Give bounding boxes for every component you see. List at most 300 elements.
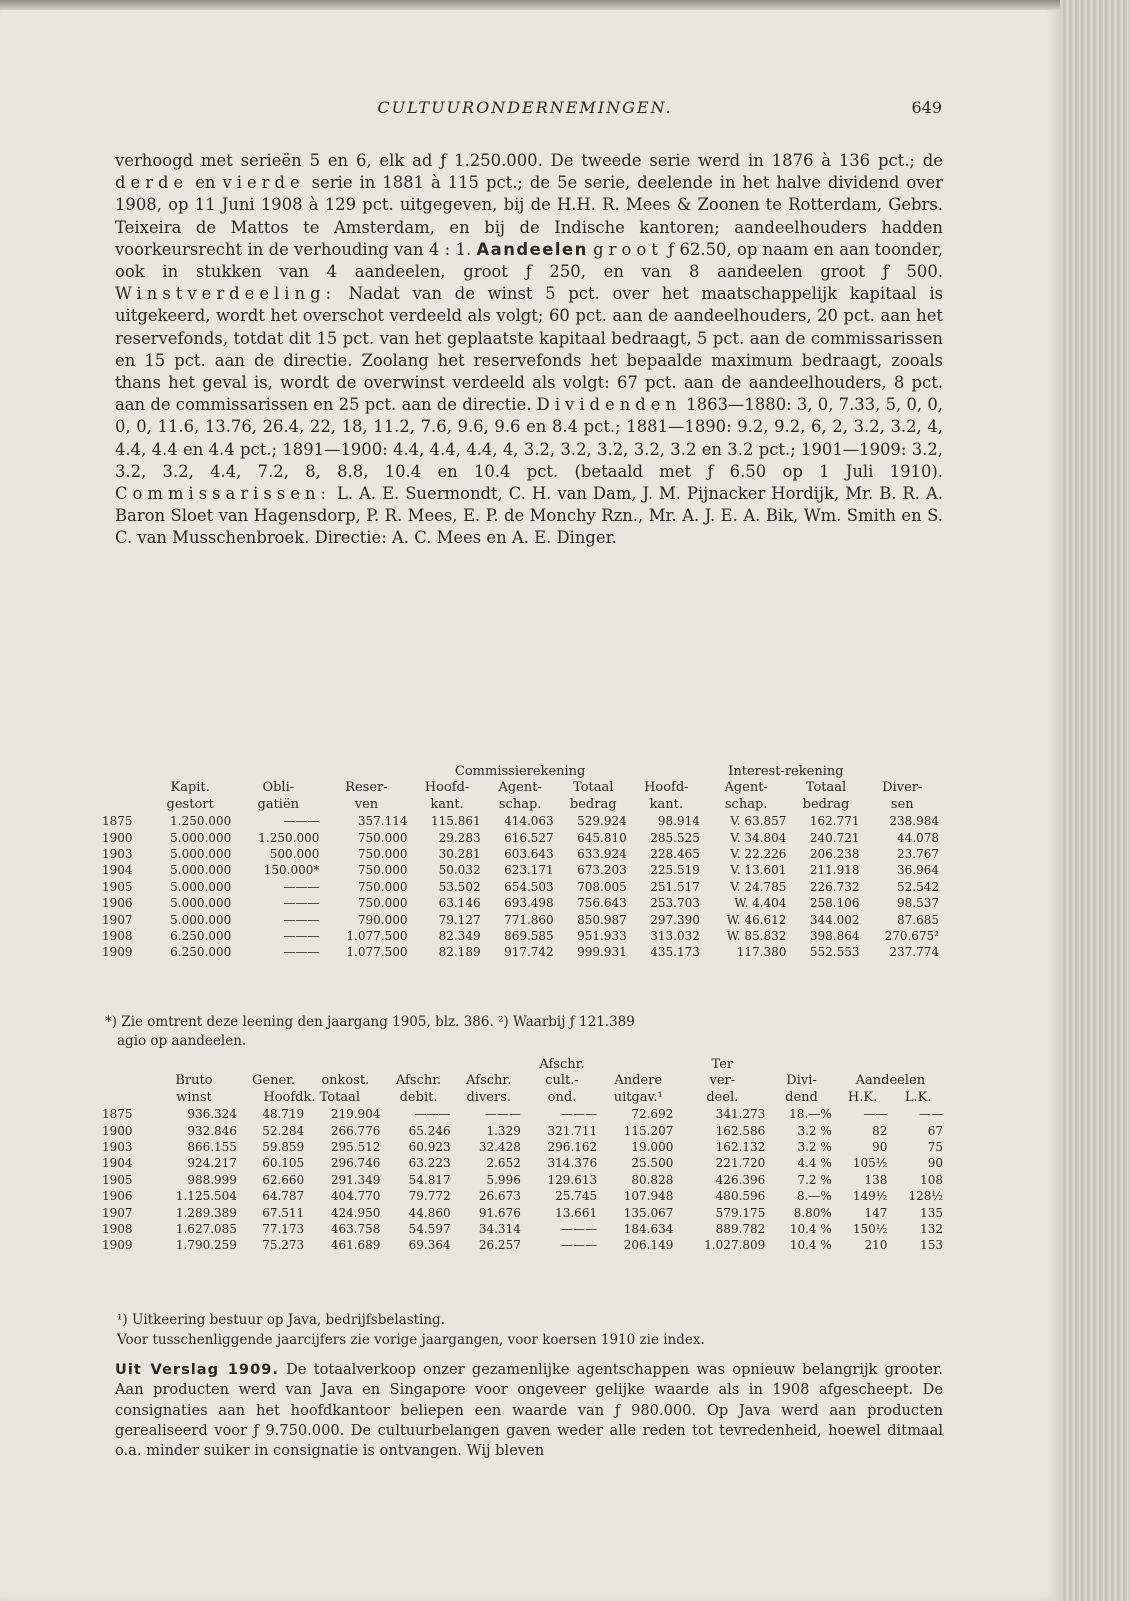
table-cell: 135 — [920, 1205, 943, 1220]
table-cell: 105½ — [852, 1156, 888, 1171]
table-cell: ——— — [283, 912, 320, 927]
table-cell: 65.246 — [408, 1123, 451, 1138]
table-cell: schap. — [498, 796, 542, 812]
table-row — [102, 1123, 946, 1139]
table-cell: 67.511 — [262, 1205, 305, 1220]
table-cell: 1907 — [102, 1205, 133, 1220]
table-cell: 75 — [927, 1140, 943, 1155]
table-header-cell: L.K. — [904, 1089, 932, 1105]
text-run: ƒ 62.50, op naam en aan toonder, ook in stukken van 4 aandeelen, groot ƒ 250, en van 8 aandeelen groot ƒ 500. — [115, 239, 943, 282]
table-cell: 1905 — [102, 1172, 133, 1187]
table-cell: ——— — [283, 929, 320, 944]
table-cell: 75.273 — [262, 1238, 305, 1253]
table-cell: 60.105 — [262, 1156, 305, 1171]
table-cell: ——— — [484, 1107, 521, 1122]
table-cell: —— — [863, 1107, 888, 1122]
table-cell: Agent- — [498, 780, 542, 796]
table-cell: gatiën — [257, 796, 300, 812]
table-cell: 108 — [920, 1172, 943, 1187]
table-cell: 59.859 — [262, 1140, 305, 1155]
table-cell: 8.80% — [793, 1205, 832, 1220]
table-cell: 36.964 — [897, 863, 939, 878]
table-cell: ——— — [561, 1107, 598, 1122]
table-cell: 1908 — [102, 929, 133, 944]
table-cell: 932.846 — [187, 1123, 237, 1138]
table-header-cell: winst — [176, 1089, 212, 1105]
table-header-cell — [102, 1090, 148, 1106]
table-header-row — [102, 797, 942, 813]
table-header-cell: cult.- — [545, 1073, 579, 1089]
table-cell: 988.999 — [187, 1172, 237, 1187]
table-cell: 1.077.500 — [346, 945, 408, 960]
table2-footnote: ¹) Uitkeering bestuur op Java, bedrijfsbelasting. — [117, 1312, 445, 1328]
spaced-word: Winstverdeeling: — [115, 284, 337, 304]
table-header-cell: Divi- — [786, 1073, 817, 1089]
table-cell: 251.517 — [650, 879, 700, 894]
table-cell: V. 22.226 — [730, 847, 787, 862]
table-cell: 228.465 — [650, 847, 700, 862]
table-cell: 162.771 — [809, 814, 860, 829]
table-cell: 210 — [864, 1238, 888, 1253]
table-cell: 44.860 — [408, 1205, 451, 1220]
table-cell: 1.077.500 — [346, 929, 408, 944]
table-cell: 1.627.085 — [175, 1222, 237, 1237]
table-cell: 296.162 — [547, 1140, 598, 1155]
table-cell: 344.002 — [809, 912, 860, 927]
table-cell: 850.987 — [577, 912, 627, 927]
table-header-row — [102, 780, 942, 796]
table-cell: 1.790.259 — [175, 1238, 237, 1253]
table2-note: Voor tusschenliggende jaarcijfers zie vorige jaargangen, voor koersen 1910 zie index. — [117, 1332, 705, 1348]
table-cell: 6.250.000 — [170, 929, 232, 944]
table-cell: 80.828 — [631, 1172, 674, 1187]
table-cell: 750.000 — [357, 863, 408, 878]
table-cell: Obli- — [262, 780, 295, 796]
table-header-cell: debit. — [399, 1089, 438, 1105]
table-cell: Reser- — [345, 780, 388, 796]
table-header-cell: Andere — [614, 1073, 663, 1089]
table-cell: 1.250.000 — [258, 830, 320, 845]
table-header-cell: Afschr. — [395, 1073, 442, 1089]
table-header-row — [102, 1073, 946, 1089]
text-run: L. A. E. Suermondt, C. H. van Dam, J. M. Pijnacker Hordijk, Mr. B. R. A. Baron Sloet van Hagensdorp, P. R. Mees, E. P. de Monchy Rzn., Mr. A. J. E. A. Bik, Wm. Smith en S. C. van Musschenbroek. Directie: A. C. Mees en A. E. Dinger. — [115, 484, 943, 548]
table-cell: 1904 — [102, 863, 133, 878]
winst-table — [102, 1057, 946, 1254]
text-run: en — [188, 173, 223, 193]
table-cell: 1903 — [102, 1140, 133, 1155]
table-cell: 132 — [920, 1222, 943, 1237]
table-cell: 266.776 — [330, 1123, 381, 1138]
table-cell: 463.758 — [330, 1222, 381, 1237]
table-cell: 357.114 — [357, 814, 408, 829]
table-cell: Totaal — [805, 780, 847, 796]
table-cell: Agent- — [724, 780, 768, 796]
table-cell: 87.685 — [897, 912, 939, 927]
table-cell: 150½ — [852, 1222, 888, 1237]
table-cell: ven — [354, 796, 379, 812]
table-cell: 98.914 — [657, 814, 700, 829]
table-cell: Totaal — [573, 780, 614, 796]
table-cell: 54.817 — [408, 1172, 451, 1187]
table-cell: 3.2 % — [797, 1123, 832, 1138]
table-cell: W. 46.612 — [726, 912, 787, 927]
table-cell: V. 63.857 — [730, 814, 787, 829]
table-cell: 79.127 — [438, 912, 481, 927]
table-cell: 5.000.000 — [170, 863, 232, 878]
table-cell: 219.904 — [330, 1107, 381, 1122]
table-cell: 1900 — [102, 1123, 133, 1138]
table-cell: 5.000.000 — [170, 847, 232, 862]
table-cell: Kapit. — [170, 780, 210, 796]
table-cell: 52.542 — [897, 879, 939, 894]
table-cell: kant. — [649, 796, 683, 812]
table-header-cell — [600, 1057, 676, 1073]
table-cell: 128½ — [908, 1189, 943, 1204]
table-cell: 26.257 — [478, 1238, 521, 1253]
table-cell: 10.4 % — [789, 1222, 832, 1237]
table-header-cell: Gener. — [252, 1073, 296, 1089]
spaced-word: Dividenden — [536, 395, 682, 415]
table-cell: 44.078 — [897, 830, 939, 845]
table-cell: Hoofd- — [644, 780, 689, 796]
table-row — [102, 912, 942, 928]
table-cell: 72.692 — [631, 1107, 674, 1122]
table-cell: 866.155 — [187, 1140, 237, 1155]
table-cell: 77.173 — [262, 1222, 305, 1237]
table-cell: 1906 — [102, 1189, 133, 1204]
table-cell: ——— — [283, 814, 320, 829]
table-row — [102, 928, 942, 944]
table-cell: 63.146 — [438, 896, 481, 911]
table-cell: 1905 — [102, 879, 133, 894]
table-row — [102, 1106, 946, 1122]
table-cell: 5.000.000 — [170, 830, 232, 845]
table-cell: 90 — [927, 1156, 943, 1171]
table-cell: 693.498 — [504, 896, 554, 911]
table-header-cell — [102, 1073, 148, 1089]
table-cell: 654.503 — [504, 879, 554, 894]
table-cell: 623.171 — [504, 863, 554, 878]
table-cell: 62.660 — [262, 1172, 305, 1187]
table-header-cell: deel. — [706, 1089, 739, 1105]
table-cell: 645.810 — [577, 830, 627, 845]
table-cell: 869.585 — [504, 929, 554, 944]
table-cell: 750.000 — [357, 847, 408, 862]
table-cell: 1906 — [102, 896, 133, 911]
table-cell: ——— — [561, 1222, 598, 1237]
table-row — [102, 879, 942, 895]
table-cell: 1.289.389 — [175, 1205, 237, 1220]
table-cell: 924.217 — [187, 1156, 237, 1171]
table-cell: 53.502 — [438, 879, 481, 894]
table-row — [102, 1155, 946, 1171]
table-cell: 1909 — [102, 945, 133, 960]
table-header-cell: divers. — [466, 1089, 512, 1105]
table-cell: 117.380 — [736, 945, 787, 960]
table-cell: 238.984 — [889, 814, 939, 829]
table-cell: 750.000 — [357, 830, 408, 845]
table-row — [102, 830, 942, 846]
table-cell: V. 24.785 — [730, 879, 787, 894]
spaced-word: derde — [115, 173, 189, 193]
spaced-word: groot — [593, 239, 663, 259]
table-cell: kant. — [430, 796, 464, 812]
table-cell: 1875 — [102, 814, 133, 829]
table-cell: 26.673 — [478, 1189, 521, 1204]
running-header — [112, 98, 942, 124]
table-cell: ——— — [414, 1107, 451, 1122]
verslag-paragraph — [115, 1360, 943, 1461]
table-cell: 291.349 — [330, 1172, 381, 1187]
table-cell: 5.000.000 — [170, 912, 232, 927]
table-row — [102, 813, 942, 829]
table-cell: 34.314 — [478, 1222, 521, 1237]
table-header-cell: ver- — [709, 1073, 736, 1089]
table-cell: 756.643 — [577, 896, 627, 911]
table-cell: 414.063 — [504, 814, 554, 829]
group-header-interestrekening: Interest-rekening — [728, 764, 844, 779]
table-cell: 426.396 — [715, 1172, 766, 1187]
table-cell: 29.283 — [438, 830, 481, 845]
text-run: verhoogd met serieën 5 en 6, elk ad ƒ 1.250.000. De tweede serie werd in 1876 à 136 pct.; de — [115, 151, 943, 170]
table-cell: 64.787 — [262, 1189, 305, 1204]
table-cell: Diver- — [882, 780, 923, 796]
table-cell: V. 34.804 — [730, 830, 787, 845]
table-header-row — [102, 1057, 946, 1073]
table-cell: sen — [890, 796, 914, 812]
table-cell: 1.125.504 — [175, 1189, 237, 1204]
table-header-cell: Ter — [711, 1057, 734, 1072]
table-cell: 115.207 — [623, 1123, 674, 1138]
page-number: 649 — [911, 98, 942, 117]
table-cell: 60.923 — [408, 1140, 451, 1155]
table-cell: 889.782 — [715, 1222, 766, 1237]
table-header-cell: Afschr. — [466, 1073, 512, 1089]
table-header-row — [102, 1090, 946, 1106]
table-cell: 149½ — [852, 1189, 888, 1204]
table-cell: 313.032 — [650, 929, 700, 944]
table-row — [102, 1188, 946, 1204]
table-cell: 50.032 — [438, 863, 481, 878]
table-cell: 500.000 — [269, 847, 320, 862]
table-cell: 1907 — [102, 912, 133, 927]
table-cell: 25.745 — [555, 1189, 598, 1204]
table-cell: 63.223 — [408, 1156, 451, 1171]
table-cell: 5.000.000 — [170, 879, 232, 894]
table-cell: 480.596 — [715, 1189, 766, 1204]
table-cell: 147 — [864, 1205, 888, 1220]
table-row — [102, 944, 942, 960]
table-cell: ——— — [283, 896, 320, 911]
table-cell: 404.770 — [330, 1189, 381, 1204]
table-header-cell — [768, 1057, 946, 1073]
group-header-commissierekening: Commissierekening — [454, 764, 586, 779]
table-header-cell: onkost. — [321, 1073, 370, 1089]
book-page-edges — [1060, 0, 1130, 1601]
table-header-cell: ond. — [547, 1089, 577, 1105]
text-run: 1863—1880: 3, 0, 7.33, 5, 0, 0, 0, 0, 11.6, 13.76, 26.4, 22, 18, 11.2, 7.6, 9.6, 9.6 en 8.4 pct.; 1881—1890: 9.2, 9.2, 6, 2, 3.2, 3.2, 4, 4.4, 4.4 en 4.4 pct.; 1891—1900: 4.4, 4.4, 4.4, 4, 3.2, 3.2, 3.2, 3.2, 3.2 en 3.2 pct.; 1901—1909: 3.2, 3.2, 3.2, 4.4, 7.2, 8, 8.8, 10.4 en 10.4 pct. (betaald met ƒ 6.50 op 1 Juli 1910). — [115, 395, 943, 481]
table-row — [102, 1205, 946, 1221]
table-cell — [102, 797, 146, 813]
table-cell: 25.500 — [631, 1156, 674, 1171]
table1-footnote: *) Zie omtrent deze leening den jaargang 1905, blz. 386. ²) Waarbij ƒ 121.389 — [105, 1014, 635, 1030]
table-cell: ——— — [561, 1238, 598, 1253]
table-cell: 936.324 — [187, 1107, 237, 1122]
table-cell: 4.4 % — [797, 1156, 832, 1171]
table-cell: 226.732 — [809, 879, 860, 894]
table-row — [102, 1237, 946, 1253]
table-cell: 162.586 — [715, 1123, 766, 1138]
table-cell: 107.948 — [623, 1189, 674, 1204]
text-run: serie in 1881 à 115 pct.; de 5e serie, deelende in het halve dividend over 1908, op 11 Juni 1908 à 129 pct. uitgegeven, bij de H.H. R. Mees & Zoonen te Rotterdam, Gebrs. Teixeira de Mattos te Amsterdam, en bij de Indische kantoren; aandeelhouders hadden voorkeursrecht in de verhouding van 4 : 1. — [115, 173, 943, 259]
table-cell: 750.000 — [357, 879, 408, 894]
table-cell: 30.281 — [438, 847, 481, 862]
table-cell: 98.537 — [897, 896, 939, 911]
table-cell: 529.924 — [577, 814, 627, 829]
table-header-cell: Bruto — [175, 1073, 213, 1089]
spaced-word: Commissarissen: — [115, 484, 332, 504]
table-cell: 225.519 — [650, 863, 700, 878]
table-cell: 162.132 — [715, 1140, 766, 1155]
table-cell: ——— — [283, 945, 320, 960]
table-cell: V. 13.601 — [730, 863, 787, 878]
table-row — [102, 862, 942, 878]
table-cell: —— — [919, 1107, 943, 1122]
page-top-shadow — [0, 0, 1060, 10]
table-cell: 603.643 — [504, 847, 554, 862]
table-cell: 790.000 — [357, 912, 408, 927]
table-cell: 52.284 — [262, 1123, 305, 1138]
table-cell: 184.634 — [623, 1222, 674, 1237]
table-cell: Hoofd- — [424, 780, 470, 796]
table-cell: 917.742 — [504, 945, 554, 960]
table-group-header-row — [102, 764, 942, 780]
table-cell: 82.349 — [438, 929, 481, 944]
bold-keyword: Aandeelen — [476, 239, 588, 259]
table-cell: bedrag — [569, 796, 617, 812]
table-cell: 750.000 — [357, 896, 408, 911]
table-cell: 461.689 — [330, 1238, 381, 1253]
table-cell: 1908 — [102, 1222, 133, 1237]
table-cell: 13.661 — [555, 1205, 598, 1220]
table-cell: 1.250.000 — [170, 814, 232, 829]
table-cell: 221.720 — [715, 1156, 766, 1171]
verslag-text: De totaalverkoop onzer gezamenlijke agentschappen was opnieuw belangrijk grooter. Aan producten werd van Java en Singapore voor ongeveer gelijke waarde als in 1908 afgescheept. De consignaties aan het hoofdkantoor beliepen een waarde van ƒ 980.000. Op Java werd aan producten gerealiseerd voor ƒ 9.750.000. De cultuurbelangen gaven weder alle reden tot tevredenheid, hoewel ditmaal o.a. minder suiker in consignatie is ontvangen. Wij bleven — [115, 1361, 943, 1460]
table-cell: 8.—% — [796, 1189, 832, 1204]
table-cell: bedrag — [802, 796, 850, 812]
table-cell: 82.189 — [438, 945, 481, 960]
table-header-cell: Aandeelen — [855, 1073, 926, 1089]
table-cell: 150.000* — [263, 863, 320, 878]
table-cell: 295.512 — [330, 1140, 381, 1155]
table-cell: 240.721 — [809, 830, 860, 845]
table-cell: 129.613 — [547, 1172, 598, 1187]
table-cell: 206.149 — [623, 1238, 674, 1253]
table-header-cell: dend — [785, 1089, 818, 1105]
table-cell: 23.767 — [897, 847, 939, 862]
table-cell — [102, 780, 146, 796]
table-cell: 435.173 — [650, 945, 700, 960]
table-header-cell: H.K. — [847, 1089, 878, 1105]
table-cell: 19.000 — [631, 1140, 674, 1155]
table-cell: 138 — [864, 1172, 888, 1187]
table-cell: 91.676 — [478, 1205, 521, 1220]
table-cell: 341.273 — [715, 1107, 766, 1122]
table-cell: 1904 — [102, 1156, 133, 1171]
table-cell: 48.719 — [262, 1107, 305, 1122]
table-header-cell: Hoofdk. Totaal — [263, 1089, 360, 1105]
table-cell: 7.2 % — [797, 1172, 832, 1187]
table-cell: 951.933 — [577, 929, 627, 944]
table-cell: 1875 — [102, 1107, 133, 1122]
table-cell: 206.238 — [809, 847, 860, 862]
table-cell: 552.553 — [809, 945, 860, 960]
table-cell: 2.652 — [486, 1156, 521, 1171]
table-row — [102, 1139, 946, 1155]
table-cell: 211.918 — [809, 863, 860, 878]
table-header-cell: uitgav.¹ — [613, 1089, 663, 1105]
table-cell: 67 — [927, 1123, 943, 1138]
table-cell: 296.746 — [330, 1156, 381, 1171]
table-cell: 270.675² — [884, 929, 939, 944]
table-cell: 579.175 — [715, 1205, 766, 1220]
table-cell: 633.924 — [577, 847, 627, 862]
table-cell: ——— — [283, 879, 320, 894]
table-cell: 237.774 — [889, 945, 939, 960]
table-cell: 90 — [872, 1140, 888, 1155]
table-cell: W. 4.404 — [734, 896, 787, 911]
table-header-cell — [102, 1057, 524, 1073]
table-cell: 10.4 % — [789, 1238, 832, 1253]
table-cell: 999.931 — [577, 945, 627, 960]
spaced-word: vierde — [222, 173, 305, 193]
table-cell: 297.390 — [650, 912, 700, 927]
table-cell: 79.772 — [408, 1189, 451, 1204]
table-row — [102, 846, 942, 862]
table-cell: gestort — [166, 796, 214, 812]
text-run: Nadat van de winst 5 pct. over het maatschappelijk kapitaal is uitgekeerd, wordt het overschot verdeeld als volgt; 60 pct. aan de aandeelhouders, 20 pct. aan het reservefonds, totdat dit 15 pct. van het geplaatste kapitaal bedraagt, 5 pct. aan de commissarissen en 15 pct. aan de directie. Zoolang het reservefonds het bepaalde maximum bedraagt, zooals thans het geval is, wordt de overwinst verdeeld als volgt: 67 pct. aan de aandeelhouders, 8 pct. aan de commissarissen en 25 pct. aan de directie. — [115, 284, 943, 415]
table-cell: 82 — [872, 1123, 888, 1138]
table-cell: 314.376 — [547, 1156, 598, 1171]
table-cell: 253.703 — [650, 896, 700, 911]
table-cell: 285.525 — [650, 830, 700, 845]
table-cell: 5.996 — [486, 1172, 521, 1187]
table-row — [102, 1221, 946, 1237]
table-cell: 18.—% — [789, 1107, 832, 1122]
table-cell: 616.527 — [504, 830, 554, 845]
table-cell: 1.329 — [486, 1123, 521, 1138]
table-cell: 1900 — [102, 830, 133, 845]
table-header-cell: Afschr. — [539, 1057, 585, 1072]
table-cell: 69.364 — [408, 1238, 451, 1253]
table-cell: 321.711 — [547, 1123, 598, 1138]
table-cell: 1903 — [102, 847, 133, 862]
table-cell: 708.005 — [577, 879, 627, 894]
table-cell: 1.027.809 — [704, 1238, 766, 1253]
verslag-lead: Uit Verslag 1909. — [115, 1361, 279, 1378]
table1-footnote-cont: agio op aandeelen. — [117, 1033, 247, 1049]
running-title: CULTUURONDERNEMINGEN. — [377, 98, 673, 117]
table-cell: 5.000.000 — [170, 896, 232, 911]
table-cell: 153 — [920, 1238, 943, 1253]
main-paragraph — [115, 150, 943, 550]
table-cell: 135.067 — [623, 1205, 674, 1220]
table-cell: 6.250.000 — [170, 945, 232, 960]
table-cell: 32.428 — [478, 1140, 521, 1155]
table-cell: 398.864 — [809, 929, 860, 944]
table-row — [102, 1172, 946, 1188]
table-cell: 3.2 % — [797, 1140, 832, 1155]
